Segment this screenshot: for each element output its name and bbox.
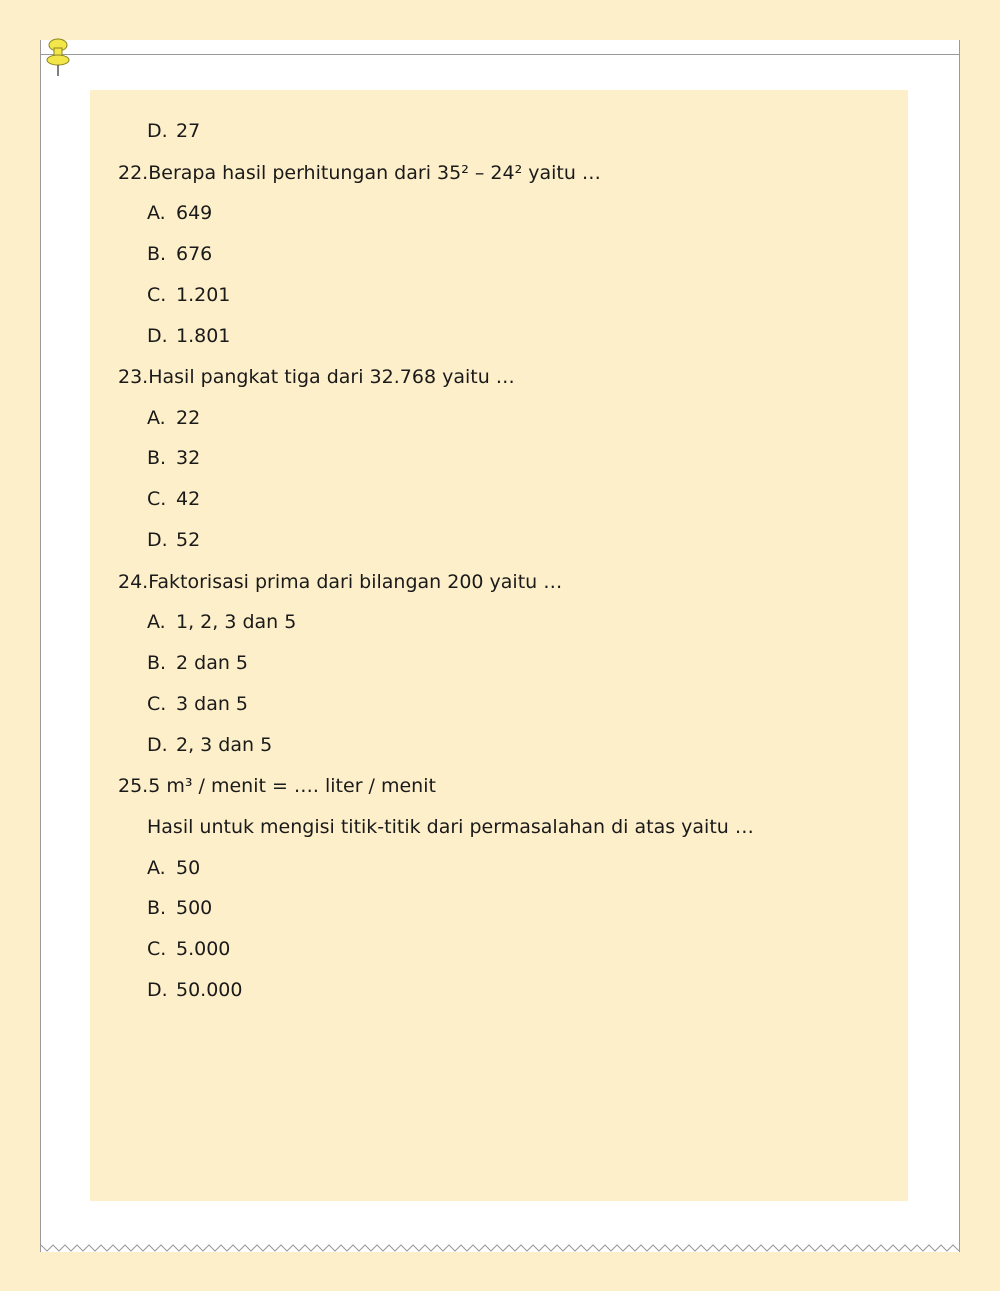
- question-22: [118, 161, 601, 185]
- option-c: [147, 487, 200, 511]
- option-text: 1.801: [176, 325, 231, 347]
- question-25-subtext: [147, 815, 754, 839]
- option-text: 2, 3 dan 5: [176, 734, 273, 756]
- question-25: [118, 774, 436, 798]
- option-letter: C.: [147, 938, 167, 960]
- option-text: 22: [176, 407, 201, 429]
- question-text: 24.Faktorisasi prima dari bilangan 200 yaitu …: [118, 571, 563, 593]
- option-d: [147, 528, 200, 552]
- option-c: [147, 692, 248, 716]
- option-d: [147, 978, 242, 1002]
- option-a: [147, 201, 212, 225]
- question-24: [118, 570, 562, 594]
- question-text: 25.5 m³ / menit = …. liter / menit: [118, 775, 436, 797]
- option-letter: D.: [147, 529, 168, 551]
- question-text: 22.Berapa hasil perhitungan dari 35² – 24² yaitu …: [118, 162, 601, 184]
- option-a: [147, 856, 200, 880]
- option-text: 649: [176, 202, 213, 224]
- option-letter: B.: [147, 243, 167, 265]
- option-letter: B.: [147, 447, 167, 469]
- option-text: 42: [176, 488, 201, 510]
- option-text: 27: [176, 120, 201, 142]
- question-subtext: Hasil untuk mengisi titik-titik dari permasalahan di atas yaitu …: [147, 816, 754, 838]
- option-a: [147, 406, 200, 430]
- option-b: [147, 242, 212, 266]
- option-text: 1, 2, 3 dan 5: [176, 611, 297, 633]
- option-b: [147, 446, 200, 470]
- option-text: 50.000: [176, 979, 243, 1001]
- option-text: 52: [176, 529, 201, 551]
- option-letter: C.: [147, 488, 167, 510]
- option-d: [147, 119, 200, 143]
- option-letter: A.: [147, 407, 166, 429]
- option-letter: B.: [147, 652, 167, 674]
- option-text: 2 dan 5: [176, 652, 249, 674]
- option-c: [147, 283, 230, 307]
- option-letter: A.: [147, 611, 166, 633]
- paper-top-border: [41, 54, 959, 55]
- option-c: [147, 937, 230, 961]
- option-letter: D.: [147, 325, 168, 347]
- option-text: 500: [176, 897, 213, 919]
- option-letter: A.: [147, 202, 166, 224]
- option-text: 1.201: [176, 284, 231, 306]
- question-text: 23.Hasil pangkat tiga dari 32.768 yaitu …: [118, 366, 515, 388]
- option-b: [147, 651, 248, 675]
- option-text: 5.000: [176, 938, 231, 960]
- paper-torn-edge: [41, 1242, 959, 1252]
- question-23: [118, 365, 515, 389]
- option-text: 50: [176, 857, 201, 879]
- option-letter: C.: [147, 284, 167, 306]
- option-d: [147, 324, 230, 348]
- option-letter: B.: [147, 897, 167, 919]
- option-letter: D.: [147, 734, 168, 756]
- option-letter: D.: [147, 120, 168, 142]
- pushpin-icon: [44, 38, 74, 78]
- option-b: [147, 896, 212, 920]
- option-text: 3 dan 5: [176, 693, 249, 715]
- option-text: 676: [176, 243, 213, 265]
- option-a: [147, 610, 296, 634]
- option-text: 32: [176, 447, 201, 469]
- option-letter: D.: [147, 979, 168, 1001]
- option-letter: C.: [147, 693, 167, 715]
- question-panel: [90, 90, 908, 1201]
- option-letter: A.: [147, 857, 166, 879]
- option-d: [147, 733, 272, 757]
